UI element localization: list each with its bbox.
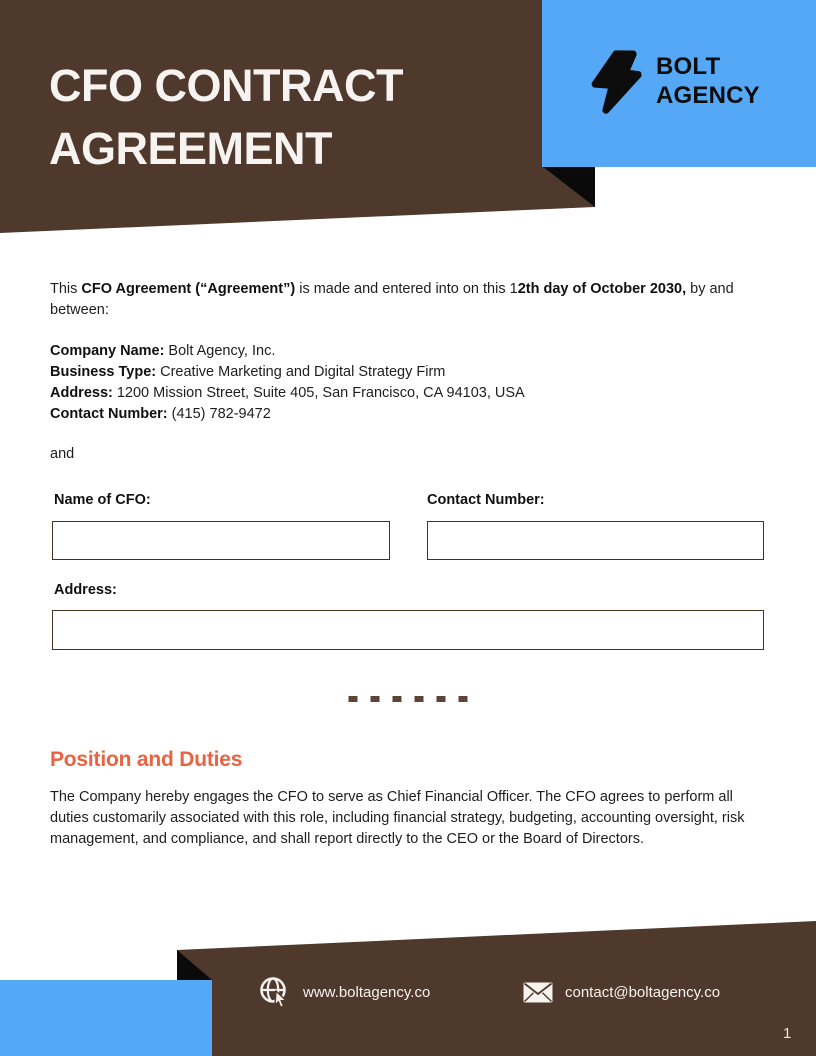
cfo-name-label: Name of CFO: xyxy=(54,492,151,508)
footer-website-link[interactable]: www.boltagency.co xyxy=(303,984,431,1001)
page-number: 1 xyxy=(783,1025,792,1042)
envelope-icon xyxy=(523,982,553,1003)
company-name-label: Company Name: xyxy=(50,343,165,359)
logo-wordmark xyxy=(656,52,760,110)
page-title-line1: CFO CONTRACT xyxy=(49,60,403,111)
business-type-label: Business Type: xyxy=(50,364,157,380)
company-address-row xyxy=(50,383,525,404)
intro-pre: This xyxy=(50,281,82,297)
company-address-value: 1200 Mission Street, Suite 405, San Francisco, CA 94103, USA xyxy=(116,385,525,401)
company-contact-label: Contact Number: xyxy=(50,406,168,422)
connector-text: and xyxy=(50,446,75,462)
company-address-label: Address: xyxy=(50,385,113,401)
business-type-row xyxy=(50,362,525,383)
lightning-bolt-icon xyxy=(587,45,646,118)
page-title-line2: AGREEMENT xyxy=(49,123,333,174)
company-contact-value: (415) 782-9472 xyxy=(171,406,271,422)
logo-line2: AGENCY xyxy=(656,82,760,109)
cfo-contact-input[interactable] xyxy=(427,521,764,560)
divider-dash xyxy=(349,696,358,702)
divider-dash xyxy=(459,696,468,702)
divider-dash xyxy=(437,696,446,702)
cfo-address-label: Address: xyxy=(54,582,117,598)
intro-paragraph xyxy=(50,279,756,321)
dashed-divider xyxy=(349,696,468,702)
business-type-value: Creative Marketing and Digital Strategy Firm xyxy=(160,364,446,380)
globe-cursor-icon xyxy=(259,976,289,1008)
company-name-row xyxy=(50,341,525,362)
footer-blue-block xyxy=(0,980,212,1056)
intro-agreement-bold: CFO Agreement (“Agreement”) xyxy=(81,281,296,297)
divider-dash xyxy=(415,696,424,702)
logo-line1: BOLT xyxy=(656,53,721,80)
company-details xyxy=(50,341,525,425)
page-title xyxy=(49,54,403,180)
section-body: The Company hereby engages the CFO to serve as Chief Financial Officer. The CFO agrees to perform all duties customarily associated with this role, including financial strategy, budgeting, accounting oversight, risk management, and compliance, and shall report directly to the CEO or the Board of Directors. xyxy=(50,789,745,847)
divider-dash xyxy=(393,696,402,702)
cfo-address-input[interactable] xyxy=(52,610,764,650)
company-contact-row xyxy=(50,404,525,425)
cfo-contact-label: Contact Number: xyxy=(427,492,545,508)
section-heading: Position and Duties xyxy=(50,748,243,771)
intro-date-bold: 2th day of October 2030, xyxy=(517,281,687,297)
company-name-value: Bolt Agency, Inc. xyxy=(168,343,276,359)
intro-post: by and between: xyxy=(50,281,734,318)
footer-email-link[interactable]: contact@boltagency.co xyxy=(565,984,721,1001)
divider-dash xyxy=(371,696,380,702)
logo-panel xyxy=(542,0,816,167)
intro-mid: is made and entered into on this 1 xyxy=(295,281,518,297)
cfo-name-input[interactable] xyxy=(52,521,390,560)
